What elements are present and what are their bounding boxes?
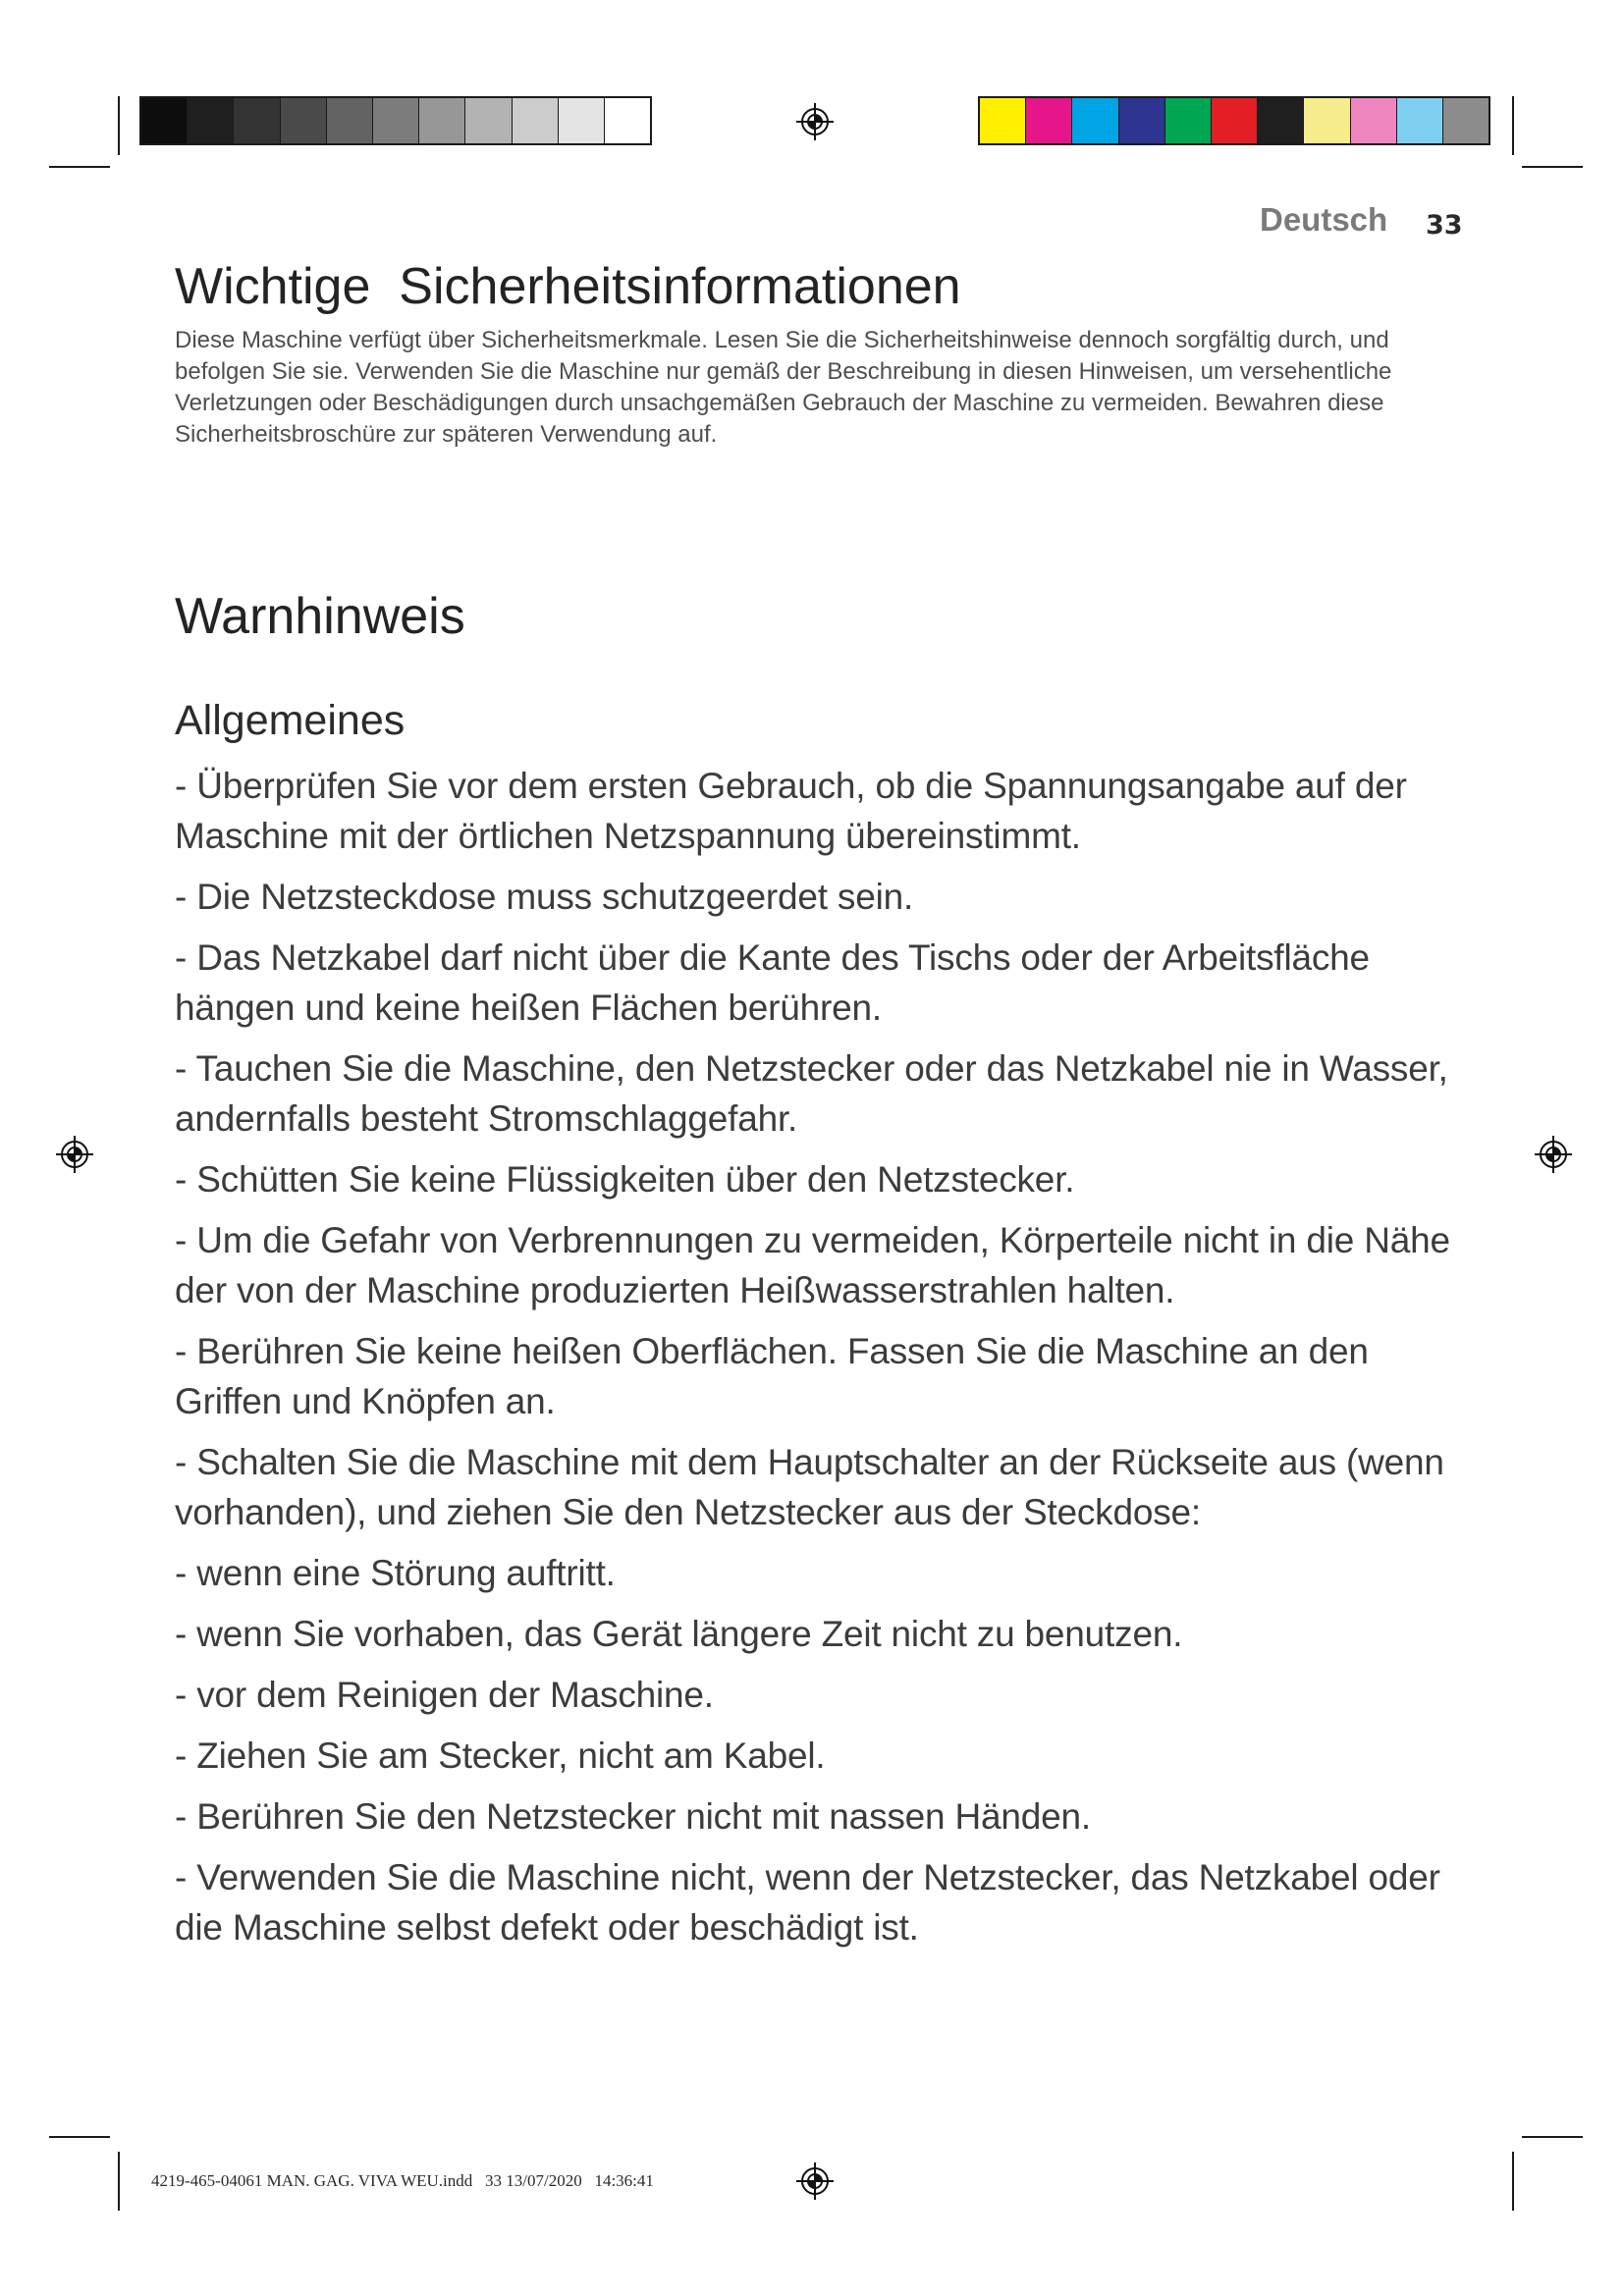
list-item: - Verwenden Sie die Maschine nicht, wenn der Netzstecker, das Netzkabel oder die Maschine selbst defekt oder beschädigt ist. [175, 1857, 1440, 1948]
language-label: Deutsch [1260, 201, 1388, 238]
warning-list [175, 761, 1471, 1963]
slug-timestamp: 13/07/2020 14:36:41 [506, 2171, 654, 2190]
list-item: - Berühren Sie den Netzstecker nicht mit nassen Händen. [175, 1796, 1091, 1837]
color-swatch [1072, 98, 1118, 143]
color-swatch [327, 98, 373, 143]
crop-mark [1522, 2136, 1583, 2138]
color-swatch [188, 98, 234, 143]
color-swatch [1212, 98, 1258, 143]
color-swatch [1304, 98, 1350, 143]
color-swatch [1443, 98, 1489, 143]
process-color-bar [978, 96, 1490, 145]
safety-title: Wichtige Sicherheitsinformationen [175, 258, 961, 315]
registration-mark-icon [55, 1135, 94, 1174]
list-item: - Tauchen Sie die Maschine, den Netzstecker oder das Netzkabel nie in Wasser, andernfalls besteht Stromschlaggefahr. [175, 1048, 1448, 1139]
crop-mark [118, 2152, 120, 2211]
list-item: - Ziehen Sie am Stecker, nicht am Kabel. [175, 1735, 826, 1776]
color-swatch [1165, 98, 1212, 143]
color-swatch [419, 98, 465, 143]
list-item: - wenn Sie vorhaben, das Gerät längere Zeit nicht zu benutzen. [175, 1614, 1183, 1654]
color-swatch [605, 98, 650, 143]
list-item: - Überprüfen Sie vor dem ersten Gebrauch, ob die Spannungsangabe auf der Maschine mit der örtlichen Netzspannung übereinstimmt. [175, 766, 1407, 856]
page-number: 33 [1426, 210, 1463, 240]
color-swatch [513, 98, 559, 143]
print-slug [151, 2171, 654, 2191]
warning-title: Warnhinweis [175, 588, 465, 645]
crop-mark [1512, 96, 1514, 155]
crop-mark [118, 96, 120, 155]
crop-mark [1522, 166, 1583, 168]
color-swatch [1397, 98, 1443, 143]
crop-mark [49, 166, 110, 168]
registration-mark-icon [795, 102, 835, 141]
color-swatch [234, 98, 280, 143]
list-item: - Das Netzkabel darf nicht über die Kante des Tischs oder der Arbeitsfläche hängen und keine heißen Flächen berühren. [175, 937, 1370, 1028]
list-item: - Schütten Sie keine Flüssigkeiten über den Netzstecker. [175, 1159, 1075, 1200]
color-swatch [465, 98, 512, 143]
list-item: - vor dem Reinigen der Maschine. [175, 1675, 714, 1715]
color-swatch [1026, 98, 1072, 143]
color-swatch [373, 98, 419, 143]
color-swatch [141, 98, 188, 143]
list-item: - Um die Gefahr von Verbrennungen zu vermeiden, Körperteile nicht in die Nähe der von der Maschine produzierten Heißwasserstrahlen halten. [175, 1220, 1450, 1310]
list-item: - wenn eine Störung auftritt. [175, 1553, 616, 1593]
list-item: - Schalten Sie die Maschine mit dem Hauptschalter an der Rückseite aus (wenn vorhanden), und ziehen Sie den Netzstecker aus der Steckdose: [175, 1442, 1444, 1532]
color-swatch [980, 98, 1026, 143]
warning-subtitle: Allgemeines [175, 697, 406, 744]
grayscale-color-bar [139, 96, 652, 145]
crop-mark [1512, 2152, 1514, 2211]
color-swatch [1119, 98, 1165, 143]
crop-mark [49, 2136, 110, 2138]
color-swatch [559, 98, 605, 143]
registration-mark-icon [1534, 1135, 1573, 1174]
color-swatch [281, 98, 327, 143]
safety-intro: Diese Maschine verfügt über Sicherheitsmerkmale. Lesen Sie die Sicherheitshinweise dennoch sorgfältig durch, und befolgen Sie sie. Verwenden Sie die Maschine nur gemäß der Beschreibung in diesen Hinweisen, um versehentliche Verletzungen oder Beschädigungen durch unsachgemäßen Gebrauch der Maschine zu vermeiden. Bewahren diese Sicherheitsbroschüre zur späteren Verwendung auf. [175, 327, 1392, 448]
list-item: - Berühren Sie keine heißen Oberflächen. Fassen Sie die Maschine an den Griffen und Knöpfen an. [175, 1331, 1369, 1421]
list-item: - Die Netzsteckdose muss schutzgeerdet sein. [175, 877, 914, 917]
registration-mark-icon [795, 2162, 835, 2201]
slug-file: 4219-465-04061 MAN. GAG. VIVA WEU.indd 33 [151, 2171, 502, 2190]
color-swatch [1258, 98, 1304, 143]
color-swatch [1351, 98, 1397, 143]
